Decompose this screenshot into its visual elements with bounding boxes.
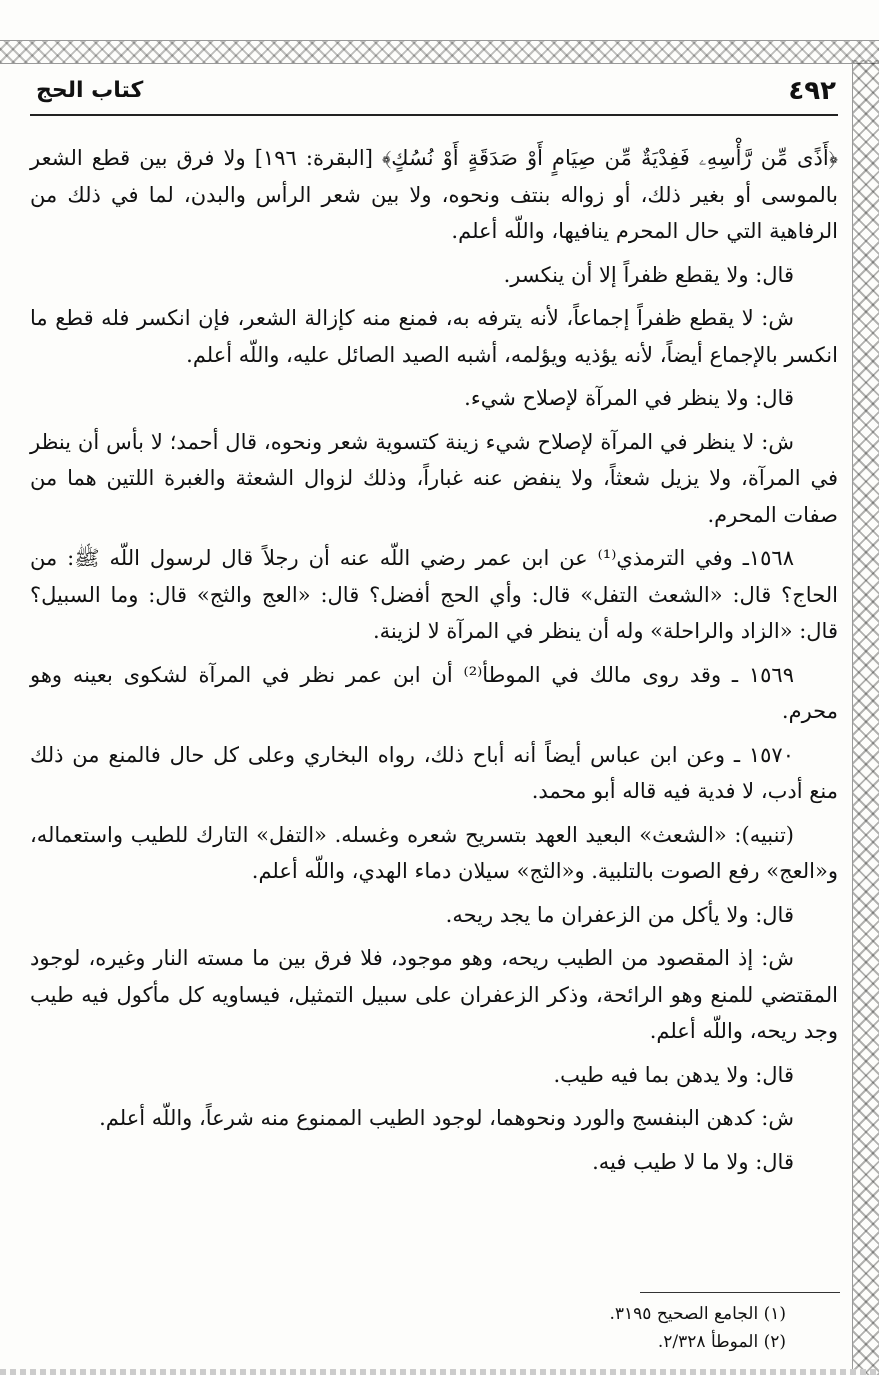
footnote: (١) الجامع الصحيح ٣١٩٥.: [609, 1304, 786, 1324]
top-ornamental-border: [0, 40, 879, 64]
paragraph-hadith: ١٥٦٩ ـ وقد روى مالك في الموطأ⁽²⁾ أن ابن عمر نظر في المرآة لشكوى بعينه وهو محرم.: [30, 662, 838, 723]
paragraph-qal: قال: ولا ما لا طيب فيه.: [592, 1149, 794, 1174]
paragraph-sharh: ش: لا ينظر في المرآة لإصلاح شيء زينة كتسوية شعر ونحوه، قال أحمد؛ لا بأس أن ينظر في المرآة، ولا يزيل شعثاً، ولا ينفض عنه غباراً، وذلك لزوال الشعثة والغبرة اللتين هما من صفات المحرم.: [30, 429, 838, 527]
paragraph-sharh: ش: كدهن البنفسج والورد ونحوهما، لوجود الطيب الممنوع منه شرعاً، واللّه أعلم.: [99, 1106, 794, 1130]
paragraph-qal: قال: ولا ينظر في المرآة لإصلاح شيء.: [464, 386, 794, 410]
paragraph-hadith: ١٥٧٠ ـ وعن ابن عباس أيضاً أنه أباح ذلك، رواه البخاري وعلى كل حال فالمنع من ذلك منع أدب، لا فدية فيه قاله أبو محمد.: [30, 742, 838, 803]
paragraph-qal: قال: ولا يأكل من الزعفران ما يجد ريحه.: [445, 902, 794, 927]
footnote-separator: [640, 1292, 840, 1293]
page-header: [30, 74, 838, 116]
running-title: كتاب الحج: [36, 78, 144, 103]
paragraph-sharh: ش: إذ المقصود من الطيب ريحه، وهو موجود، فلا فرق بين ما مسته النار وغيره، لوجود المقتضي للمنع وهو الرائحة، وذكر الزعفران على سبيل التمثيل، فيساويه كل مأكول فيه طيب وجد ريحه، واللّه أعلم.: [30, 946, 838, 1043]
page-number: ٤٩٢: [788, 76, 836, 106]
paragraph-hadith: ١٥٦٨ـ وفي الترمذي⁽¹⁾ عن ابن عمر رضي اللّه عنه أن رجلاً قال لرسول اللّه ﷺ: من الحاج؟ قال: «الشعث التفل» قال: وأي الحج أفضل؟ قال: «العج والثج» قال: وما السبيل؟ قال: «الزاد والراحلة» وله أن ينظر في المرآة لا لزينة.: [30, 546, 838, 643]
paragraph-sharh: ش: لا يقطع ظفراً إجماعاً، لأنه يترفه به، فمنع منه كإزالة الشعر، فإن انكسر فله قطع ما انكسر بالإجماع أيضاً، لأنه يؤذيه ويؤلمه، أشبه الصيد الصائل عليه، واللّه أعلم.: [30, 306, 838, 367]
paragraph-note: (تنبيه): «الشعث» البعيد العهد بتسريح شعره وغسله. «التفل» التارك للطيب واستعماله، و«العج» رفع الصوت بالتلبية. و«الثج» سيلان دماء الهدي، واللّه أعلم.: [30, 822, 838, 883]
paragraph-qal: قال: ولا يدهن بما فيه طيب.: [553, 1062, 794, 1087]
footnote: (٢) الموطأ ٢/٣٢٨.: [657, 1332, 786, 1352]
bottom-ornamental-border: [0, 1369, 879, 1375]
main-text: [30, 140, 838, 1187]
paragraph-qal: قال: ولا يقطع ظفراً إلا أن ينكسر.: [503, 262, 794, 287]
right-ornamental-border: [852, 60, 879, 1375]
paragraph: ﴿أَذًى مِّن رَّأْسِهِۦ فَفِدْيَةٌ مِّن صِيَامٍ أَوْ صَدَقَةٍ أَوْ نُسُكٍ﴾ [البقرة: ١٩٦] ولا فرق بين قطع الشعر بالموسى أو بغير ذلك، أو زواله بنتف ونحوه، ولا بين شعر الرأس والبدن، لما في ذلك من الرفاهية التي حال المحرم ينافيها، واللّه أعلم.: [30, 146, 838, 243]
footnotes: [30, 1300, 838, 1356]
